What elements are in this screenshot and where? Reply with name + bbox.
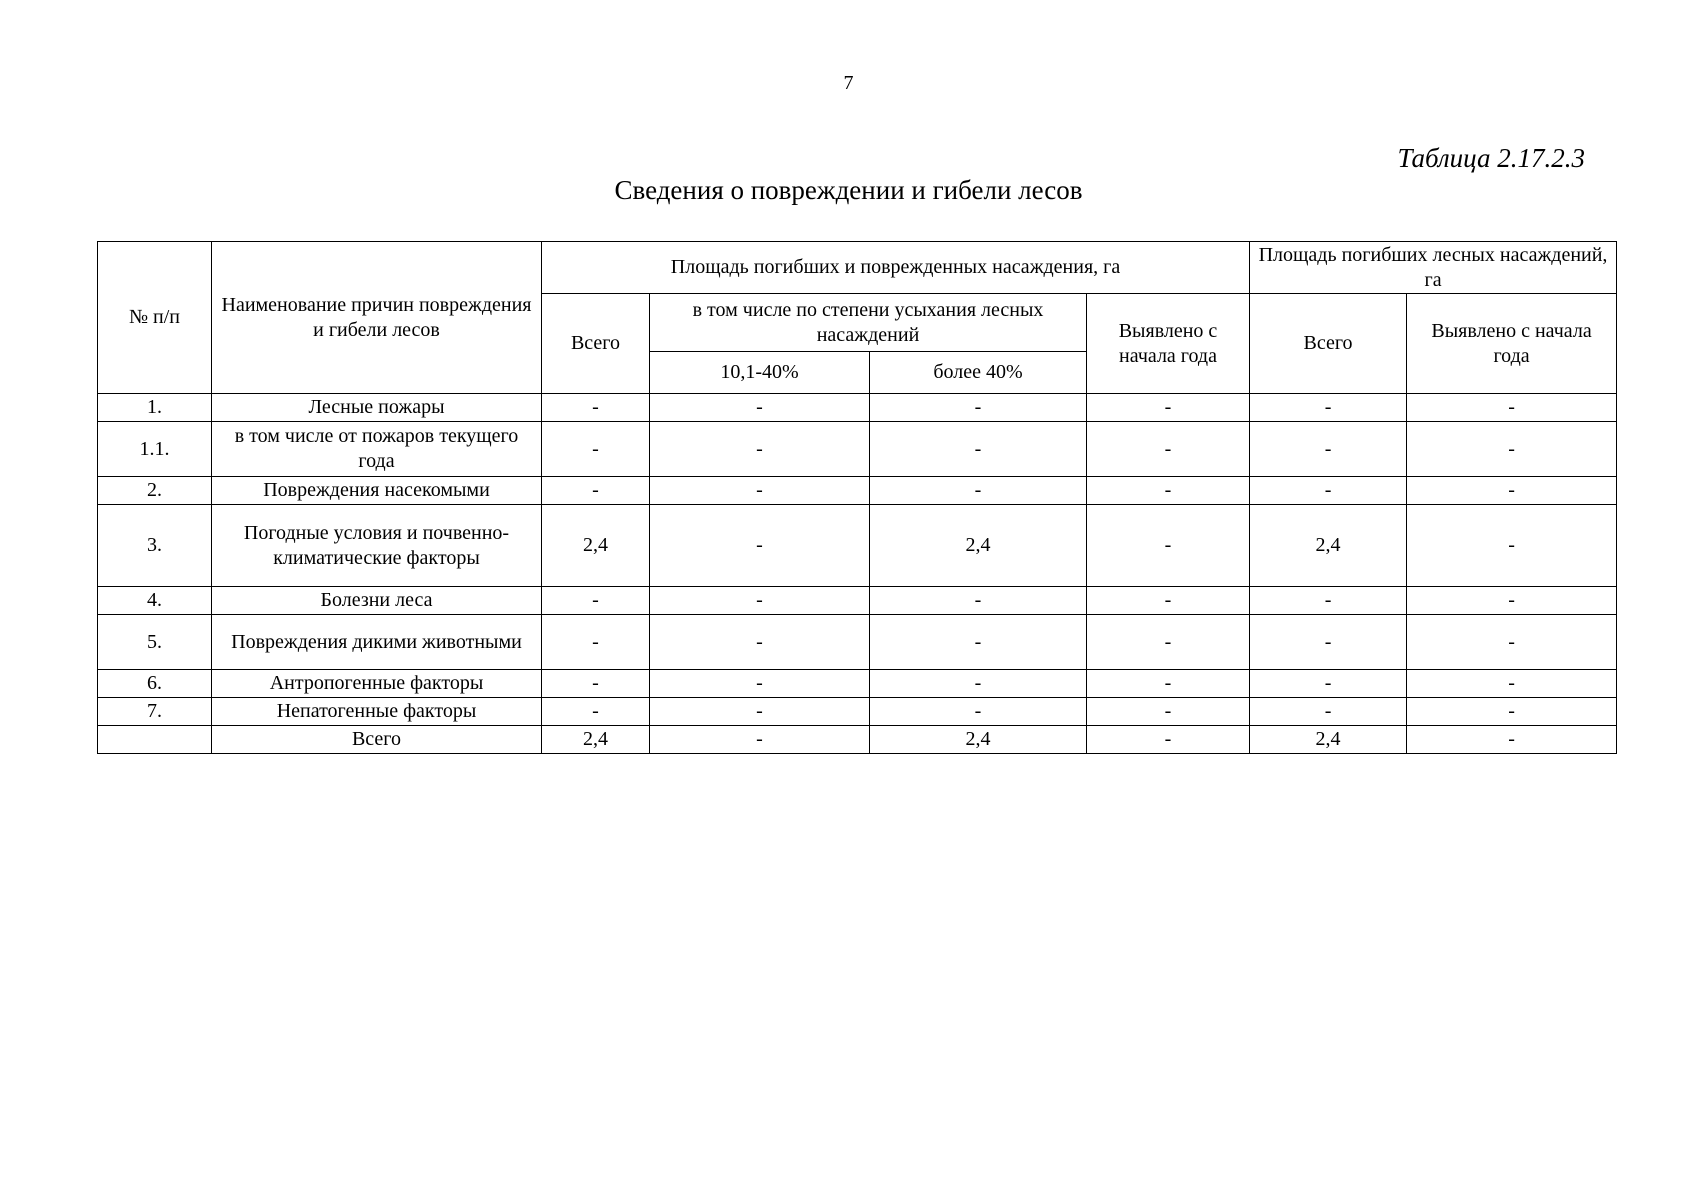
table-row (98, 698, 1617, 726)
cell-range-high: - (870, 587, 1087, 615)
cell-total: - (542, 615, 650, 670)
cell-range-high: - (870, 615, 1087, 670)
total-cell-range-low: - (650, 726, 870, 754)
cell-range-low: - (650, 505, 870, 587)
table-caption: Таблица 2.17.2.3 (1397, 143, 1585, 173)
cell-dead-total: - (1250, 670, 1407, 698)
header-dead-since-year-start: Выявлено с начала года (1407, 294, 1617, 394)
cell-range-high: - (870, 477, 1087, 505)
forest-damage-table (97, 241, 1617, 754)
total-row-num (98, 726, 212, 754)
row-num: 7. (98, 698, 212, 726)
table-row (98, 422, 1617, 477)
row-num: 5. (98, 615, 212, 670)
cell-total: - (542, 587, 650, 615)
header-group-dead: Площадь погибших лесных насаждений, га (1250, 242, 1617, 294)
header-dead-total: Всего (1250, 294, 1407, 394)
row-num: 2. (98, 477, 212, 505)
cell-dead-since-year-start: - (1407, 615, 1617, 670)
cell-total: - (542, 698, 650, 726)
cell-since-year-start: - (1087, 505, 1250, 587)
row-num: 6. (98, 670, 212, 698)
table-row (98, 477, 1617, 505)
table-total-row (98, 726, 1617, 754)
row-name: в том числе от пожаров текущего года (212, 422, 542, 477)
cell-range-low: - (650, 477, 870, 505)
header-by-degree: в том числе по степени усыхания лесных насаждений (650, 294, 1087, 352)
header-range-high: более 40% (870, 352, 1087, 394)
cell-range-high: - (870, 422, 1087, 477)
row-num: 1.1. (98, 422, 212, 477)
cell-range-low: - (650, 615, 870, 670)
cell-since-year-start: - (1087, 587, 1250, 615)
header-group-damaged: Площадь погибших и поврежденных насаждения, га (542, 242, 1250, 294)
cell-since-year-start: - (1087, 615, 1250, 670)
header-total: Всего (542, 294, 650, 394)
row-name: Непатогенные факторы (212, 698, 542, 726)
table-row (98, 615, 1617, 670)
cell-dead-total: - (1250, 615, 1407, 670)
cell-dead-total: - (1250, 698, 1407, 726)
row-name: Болезни леса (212, 587, 542, 615)
page-number: 7 (843, 72, 854, 94)
cell-dead-since-year-start: - (1407, 505, 1617, 587)
row-name: Погодные условия и почвенно-климатические факторы (212, 505, 542, 587)
cell-range-low: - (650, 587, 870, 615)
header-range-low: 10,1-40% (650, 352, 870, 394)
cell-total: - (542, 670, 650, 698)
total-cell-range-high: 2,4 (870, 726, 1087, 754)
header-name: Наименование причин повреждения и гибели лесов (212, 242, 542, 394)
cell-since-year-start: - (1087, 394, 1250, 422)
header-since-year-start: Выявлено с начала года (1087, 294, 1250, 394)
total-cell-dead-since-year-start: - (1407, 726, 1617, 754)
row-num: 4. (98, 587, 212, 615)
cell-range-high: - (870, 670, 1087, 698)
cell-dead-total: 2,4 (1250, 505, 1407, 587)
cell-since-year-start: - (1087, 422, 1250, 477)
total-cell-dead-total: 2,4 (1250, 726, 1407, 754)
cell-dead-total: - (1250, 587, 1407, 615)
cell-range-low: - (650, 394, 870, 422)
cell-total: - (542, 394, 650, 422)
cell-dead-total: - (1250, 477, 1407, 505)
total-row-name: Всего (212, 726, 542, 754)
cell-dead-since-year-start: - (1407, 698, 1617, 726)
row-num: 1. (98, 394, 212, 422)
cell-range-low: - (650, 422, 870, 477)
table-header (98, 242, 1617, 394)
row-name: Повреждения насекомыми (212, 477, 542, 505)
cell-dead-since-year-start: - (1407, 587, 1617, 615)
table-row (98, 394, 1617, 422)
table-row (98, 505, 1617, 587)
total-cell-total: 2,4 (542, 726, 650, 754)
row-name: Лесные пожары (212, 394, 542, 422)
cell-dead-total: - (1250, 394, 1407, 422)
row-name: Повреждения дикими животными (212, 615, 542, 670)
cell-since-year-start: - (1087, 698, 1250, 726)
table-row (98, 670, 1617, 698)
cell-since-year-start: - (1087, 477, 1250, 505)
row-name: Антропогенные факторы (212, 670, 542, 698)
header-num: № п/п (98, 242, 212, 394)
document-title: Сведения о повреждении и гибели лесов (614, 175, 1083, 205)
table-body (98, 394, 1617, 754)
cell-range-high: 2,4 (870, 505, 1087, 587)
row-num: 3. (98, 505, 212, 587)
cell-total: - (542, 422, 650, 477)
cell-dead-since-year-start: - (1407, 477, 1617, 505)
cell-range-low: - (650, 670, 870, 698)
cell-dead-since-year-start: - (1407, 394, 1617, 422)
total-cell-since-year-start: - (1087, 726, 1250, 754)
table-row (98, 587, 1617, 615)
cell-dead-since-year-start: - (1407, 670, 1617, 698)
cell-total: 2,4 (542, 505, 650, 587)
cell-dead-total: - (1250, 422, 1407, 477)
cell-since-year-start: - (1087, 670, 1250, 698)
cell-range-high: - (870, 698, 1087, 726)
cell-range-low: - (650, 698, 870, 726)
cell-total: - (542, 477, 650, 505)
cell-range-high: - (870, 394, 1087, 422)
cell-dead-since-year-start: - (1407, 422, 1617, 477)
